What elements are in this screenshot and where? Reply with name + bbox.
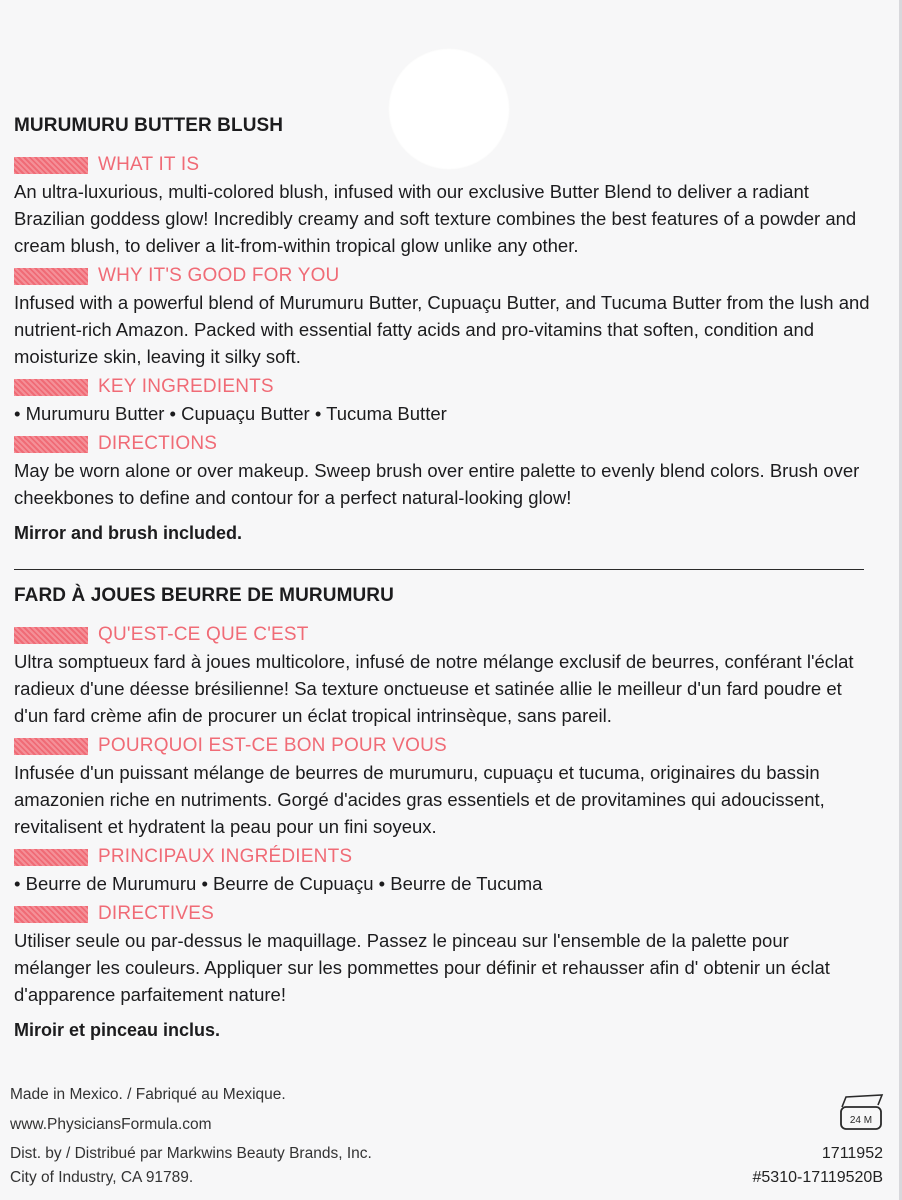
pink-swatch-icon bbox=[14, 849, 88, 866]
key-ingredients-heading bbox=[14, 376, 870, 398]
heading-label: DIRECTIONS bbox=[98, 433, 218, 454]
heading-label: WHY IT'S GOOD FOR YOU bbox=[98, 265, 340, 286]
why-good-text-fr: Infusée d'un puissant mélange de beurres de murumuru, cupuaçu et tucuma, originaires du bassin amazonien riche en nutriments. Gorgé d'acides gras essentiels et de provitamines qui adoucissent, revitalisent et hydratent la peau pour un fini soyeux. bbox=[14, 762, 825, 837]
key-ingredients-text-fr: • Beurre de Murumuru • Beurre de Cupuaçu • Beurre de Tucuma bbox=[14, 873, 543, 894]
heading-label: QU'EST-CE QUE C'EST bbox=[98, 624, 309, 645]
key-ingredients-text: • Murumuru Butter • Cupuaçu Butter • Tucuma Butter bbox=[14, 403, 447, 424]
directions-heading-fr bbox=[14, 903, 870, 925]
why-good-heading bbox=[14, 265, 870, 287]
included-note-fr: Miroir et pinceau inclus. bbox=[14, 1020, 221, 1040]
heading-label: DIRECTIVES bbox=[98, 903, 215, 924]
pink-swatch-icon bbox=[14, 738, 88, 755]
language-divider bbox=[14, 569, 864, 570]
pink-swatch-icon bbox=[14, 157, 88, 174]
city-text: City of Industry, CA 91789. bbox=[10, 1169, 194, 1186]
pink-swatch-icon bbox=[14, 379, 88, 396]
directions-heading bbox=[14, 433, 870, 455]
product-title-fr: FARD À JOUES BEURRE DE MURUMURU bbox=[14, 585, 394, 606]
pao-label: 24 M bbox=[849, 1115, 873, 1126]
heading-label: POURQUOI EST-CE BON POUR VOUS bbox=[98, 735, 447, 756]
what-it-is-heading bbox=[14, 154, 870, 176]
made-in-text: Made in Mexico. / Fabriqué au Mexique. bbox=[10, 1086, 286, 1103]
heading-label: PRINCIPAUX INGRÉDIENTS bbox=[98, 846, 353, 867]
french-section bbox=[14, 584, 870, 1042]
product-title: MURUMURU BUTTER BLUSH bbox=[14, 115, 284, 136]
why-good-heading-fr bbox=[14, 735, 870, 757]
pink-swatch-icon bbox=[14, 906, 88, 923]
directions-text: May be worn alone or over makeup. Sweep brush over entire palette to evenly blend colors. Brush over cheekbones to define and contour for a perfect natural-looking glow! bbox=[14, 460, 860, 508]
pink-swatch-icon bbox=[14, 436, 88, 453]
what-it-is-heading-fr bbox=[14, 624, 870, 646]
product-code: 1711952 bbox=[821, 1145, 883, 1162]
period-after-opening-icon bbox=[836, 1093, 886, 1133]
why-good-text: Infused with a powerful blend of Murumuru Butter, Cupuaçu Butter, and Tucuma Butter from the lush and nutrient-rich Amazon. Packed with essential fatty acids and pro-vitamins that soften, condition and moisturize skin, leaving it silky soft. bbox=[14, 292, 870, 367]
heading-label: WHAT IT IS bbox=[98, 154, 200, 175]
directions-text-fr: Utiliser seule ou par-dessus le maquillage. Passez le pinceau sur l'ensemble de la palette pour mélanger les couleurs. Appliquer sur les pommettes pour définir et rehausser afin d' obtenir un éclat d'apparence parfaitement nature! bbox=[14, 930, 830, 1005]
what-it-is-text: An ultra-luxurious, multi-colored blush, infused with our exclusive Butter Blend to deliver a radiant Brazilian goddess glow! Incredibly creamy and soft texture combines the best features of a powder and cream blush, to deliver a lit-from-within tropical glow unlike any other. bbox=[14, 181, 857, 256]
included-note: Mirror and brush included. bbox=[14, 523, 243, 543]
english-section bbox=[14, 114, 870, 545]
website-text: www.PhysiciansFormula.com bbox=[10, 1116, 212, 1133]
key-ingredients-heading-fr bbox=[14, 846, 870, 868]
heading-label: KEY INGREDIENTS bbox=[98, 376, 274, 397]
what-it-is-text-fr: Ultra somptueux fard à joues multicolore, infusé de notre mélange exclusif de beurres, conférant l'éclat radieux d'une déesse brésilienne! Sa texture onctueuse et satinée allie le meilleur d'un fard poudre et d'un fard crème afin de procurer un éclat tropical intrinsèque, sans pareil. bbox=[14, 651, 854, 726]
pink-swatch-icon bbox=[14, 627, 88, 644]
distributor-text: Dist. by / Distribué par Markwins Beauty Brands, Inc. bbox=[10, 1145, 372, 1162]
batch-code: #5310-17119520B bbox=[752, 1169, 883, 1186]
product-codes bbox=[753, 1142, 884, 1190]
pink-swatch-icon bbox=[14, 268, 88, 285]
distributor-block bbox=[10, 1144, 372, 1188]
